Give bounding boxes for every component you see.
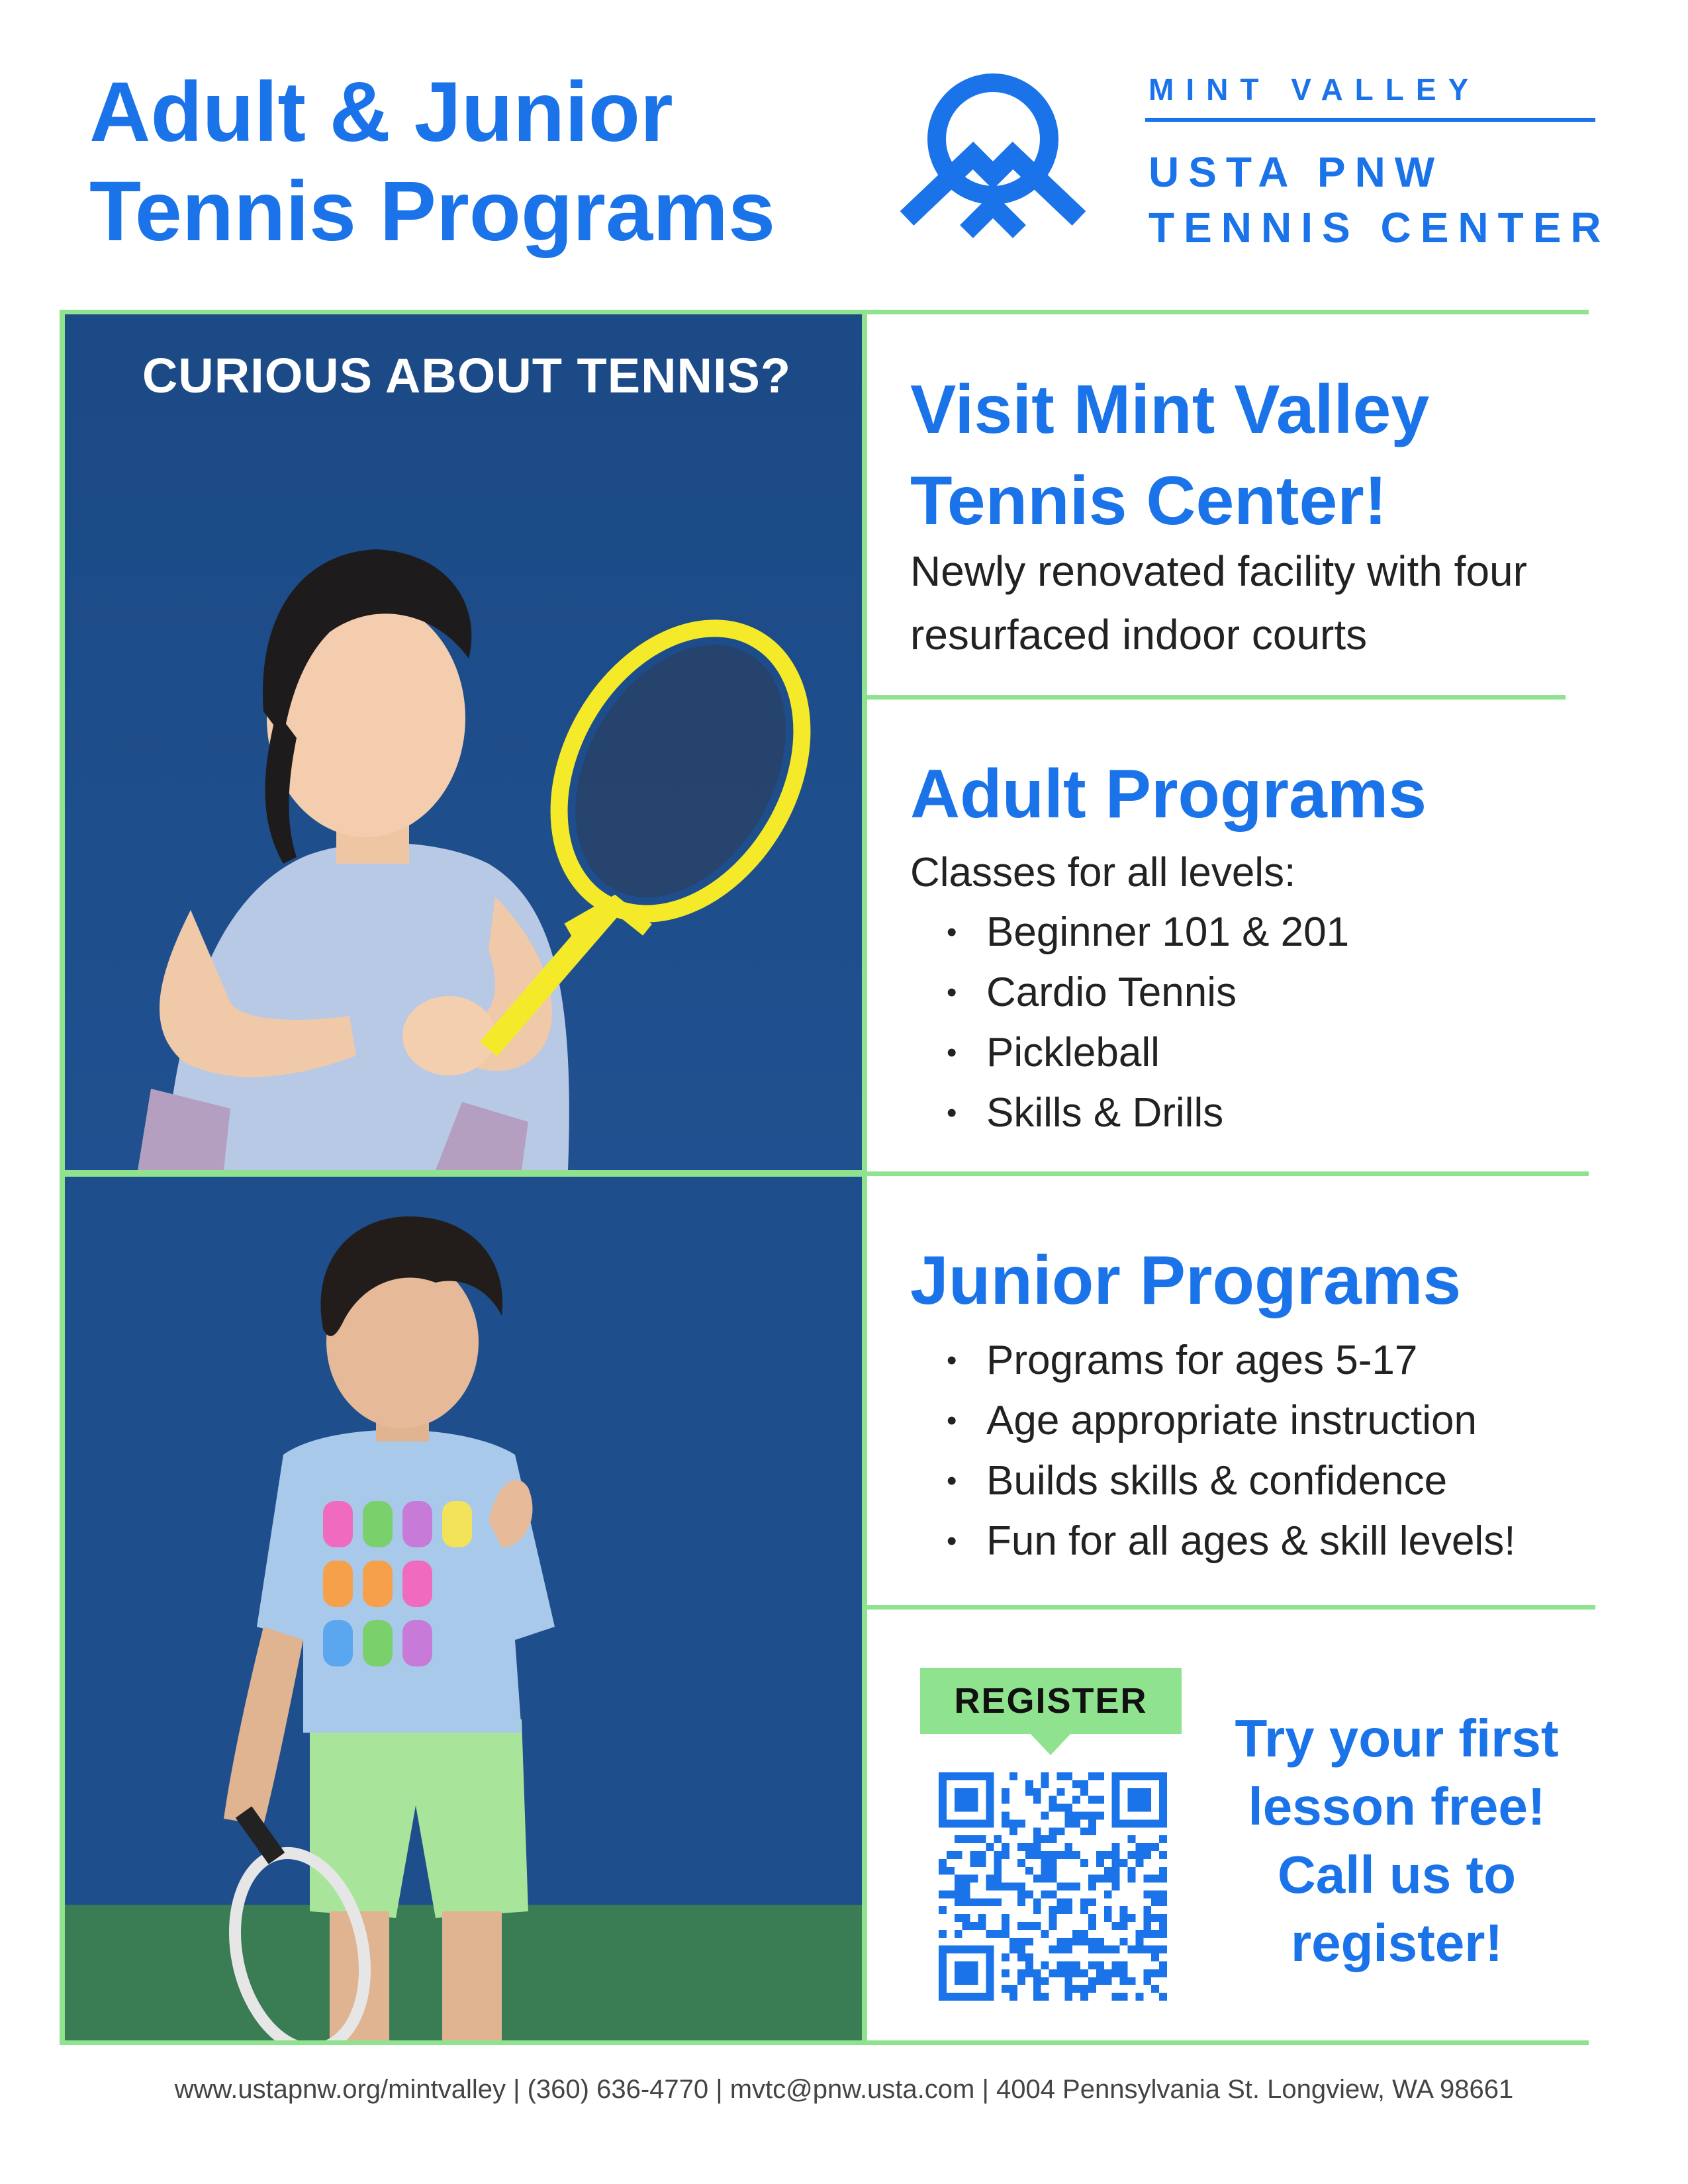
list-item: • Programs for ages 5-17 bbox=[947, 1330, 1642, 1390]
logo-line-tennis-center: TENNIS CENTER bbox=[1149, 204, 1611, 251]
logo-divider bbox=[1145, 118, 1595, 122]
row-divider-left bbox=[60, 1170, 867, 1177]
list-item: • Beginner 101 & 201 bbox=[947, 902, 1642, 962]
list-item: • Cardio Tennis bbox=[947, 962, 1642, 1023]
frame-left-line bbox=[60, 310, 65, 2045]
logo-text-usta-pnw bbox=[1149, 144, 1611, 255]
footer-contact: www.ustapnw.org/mintvalley | (360) 636-4770 | mvtc@pnw.usta.com | 4004 Pennsylvania St. Longview, WA 98661 bbox=[174, 2075, 1514, 2104]
visit-heading: Visit Mint Valley Tennis Center! bbox=[910, 371, 1430, 539]
frame-mid-line bbox=[862, 310, 867, 2045]
junior-programs-heading: Junior Programs bbox=[910, 1242, 1462, 1319]
logo-line-usta: USTA PNW bbox=[1149, 148, 1444, 196]
adult-programs-intro: Classes for all levels: bbox=[910, 850, 1296, 895]
curious-caption: CURIOUS ABOUT TENNIS? bbox=[142, 348, 792, 403]
list-item: • Fun for all ages & skill levels! bbox=[947, 1511, 1642, 1571]
section-divider-3 bbox=[867, 1605, 1595, 1610]
qr-code-icon[interactable] bbox=[939, 1772, 1167, 2001]
section-divider-1 bbox=[867, 695, 1566, 700]
register-badge-pointer bbox=[1029, 1733, 1072, 1755]
list-item: • Age appropriate instruction bbox=[947, 1390, 1642, 1451]
logo-text-mint-valley: MINT VALLEY bbox=[1149, 72, 1481, 107]
list-item: • Skills & Drills bbox=[947, 1083, 1642, 1143]
list-item: • Builds skills & confidence bbox=[947, 1451, 1642, 1511]
frame-bottom-line bbox=[60, 2040, 1589, 2045]
adult-programs-list bbox=[947, 902, 1642, 1143]
junior-programs-list bbox=[947, 1330, 1642, 1571]
section-divider-2 bbox=[867, 1171, 1589, 1176]
junior-player-photo bbox=[65, 1177, 862, 2040]
page-title: Adult & Junior Tennis Programs bbox=[89, 65, 776, 259]
free-lesson-cta: Try your first lesson free! Call us to register! bbox=[1235, 1709, 1559, 1972]
register-badge: REGISTER bbox=[920, 1668, 1182, 1734]
adult-programs-heading: Adult Programs bbox=[910, 756, 1427, 833]
list-item: • Pickleball bbox=[947, 1023, 1642, 1083]
frame-top-line bbox=[60, 310, 1589, 314]
adult-player-photo bbox=[65, 314, 862, 1170]
mountain-tennis-ball-logo-icon bbox=[894, 63, 1092, 261]
visit-description: Newly renovated facility with four resurfaced indoor courts bbox=[910, 547, 1527, 659]
